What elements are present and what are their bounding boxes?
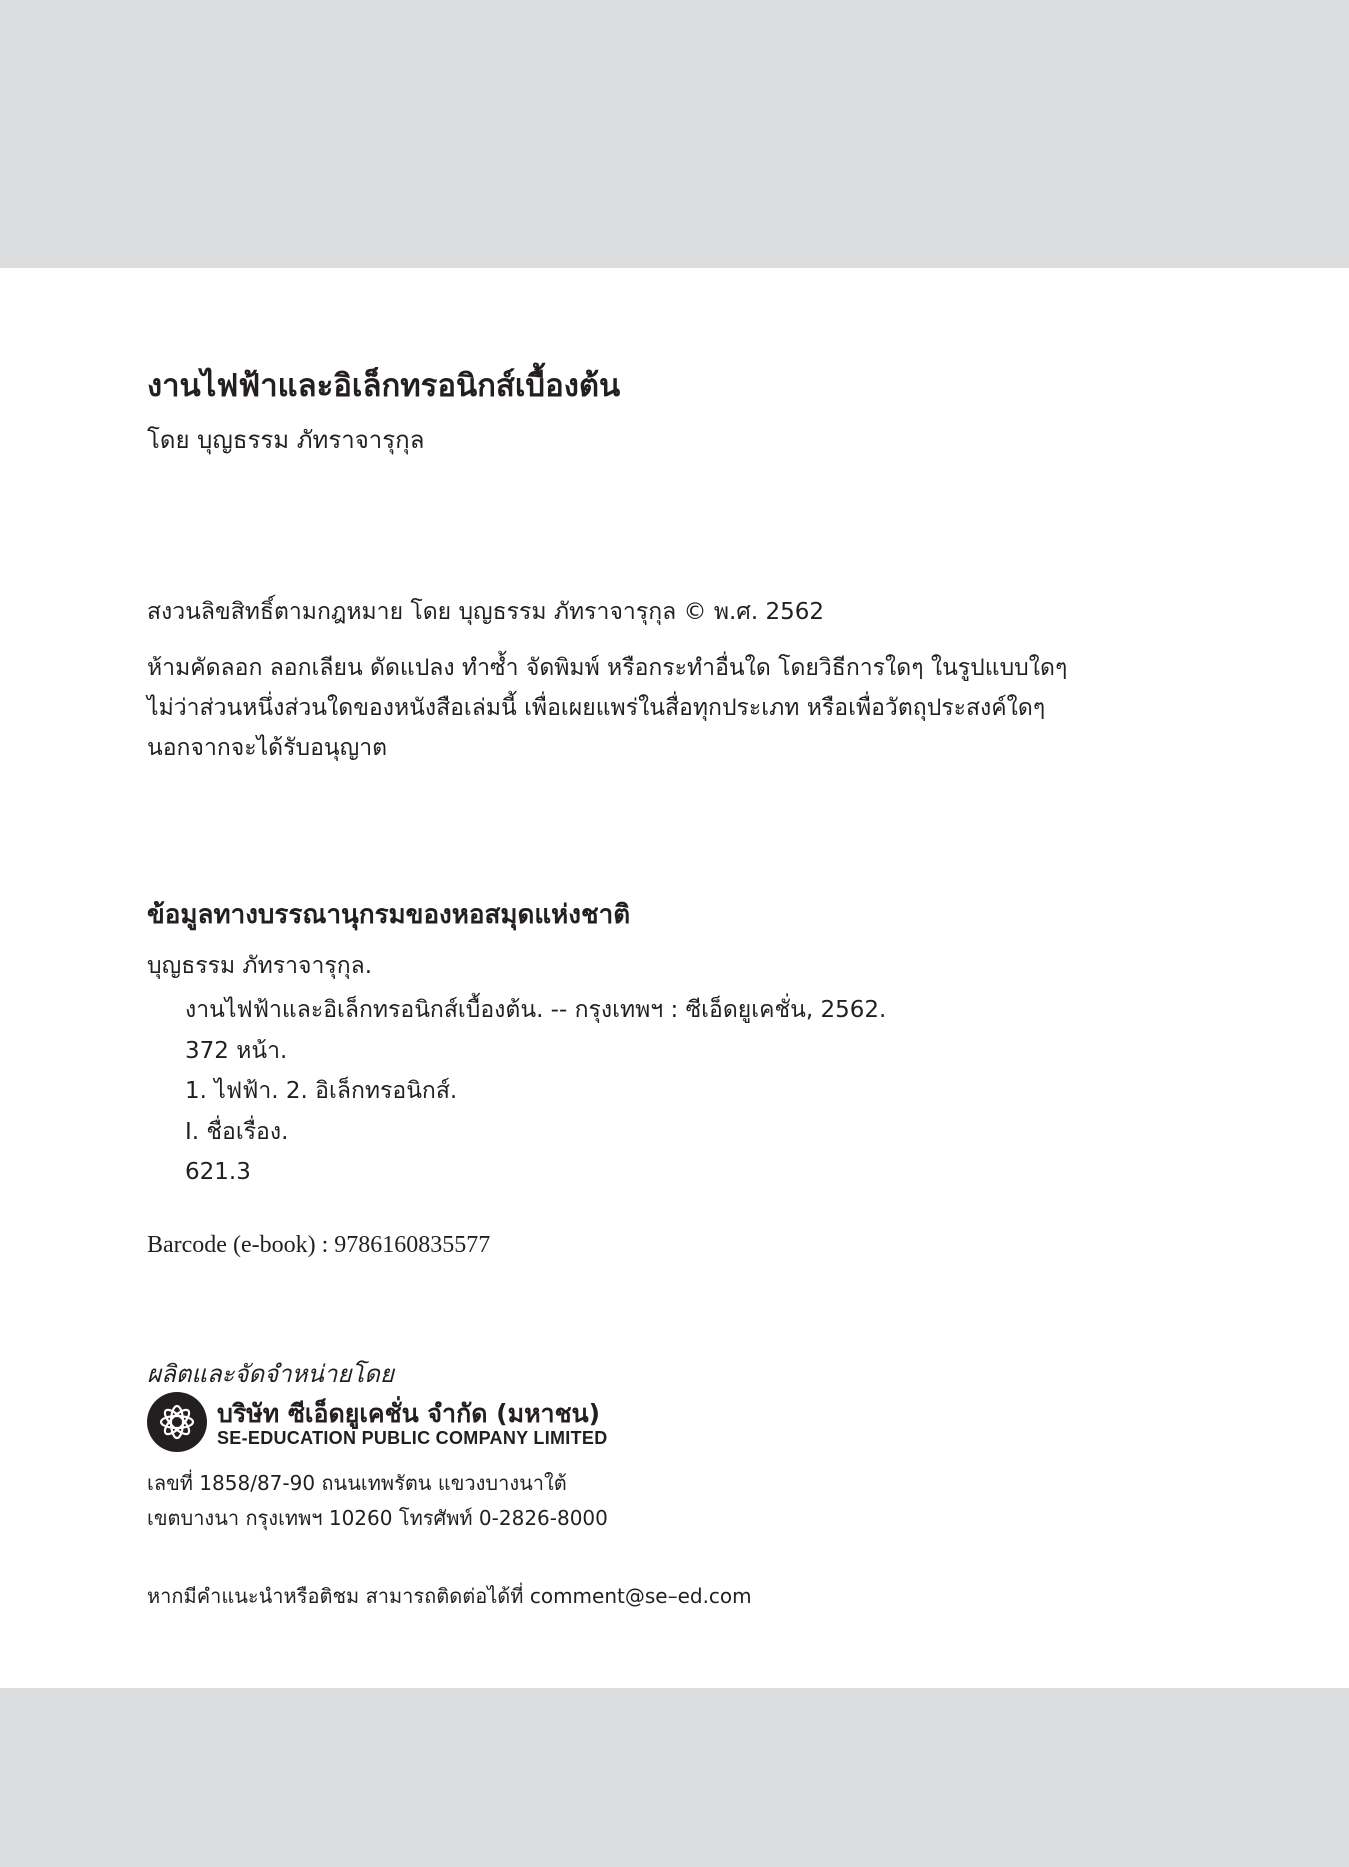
company-name-thai: บริษัท ซีเอ็ดยูเคชั่น จำกัด (มหาชน) <box>217 1399 601 1428</box>
cip-line: 1. ไฟฟ้า. 2. อิเล็กทรอนิกส์. <box>185 1078 458 1104</box>
cip-line: I. ชื่อเรื่อง. <box>185 1118 289 1145</box>
book-title: งานไฟฟ้าและอิเล็กทรอนิกส์เบื้องต้น <box>147 368 621 404</box>
cip-line: งานไฟฟ้าและอิเล็กทรอนิกส์เบื้องต้น. -- กรุงเทพฯ : ซีเอ็ดยูเคชั่น, 2562. <box>185 997 887 1023</box>
address-line: เลขที่ 1858/87-90 ถนนเทพรัตน แขวงบางนาใต้ <box>147 1471 567 1495</box>
rights-line: ไม่ว่าส่วนหนึ่งส่วนใดของหนังสือเล่มนี้ เพื่อเผยแพร่ในสื่อทุกประเภท หรือเพื่อวัตถุประสงค์ใดๆ <box>147 695 1046 721</box>
contact-line: หากมีคำแนะนำหรือติชม สามารถติดต่อได้ที่ comment@se–ed.com <box>147 1584 752 1608</box>
cip-line: 621.3 <box>185 1159 251 1185</box>
cip-entry <box>185 990 886 1193</box>
rights-statement <box>147 648 1187 768</box>
address-line: เขตบางนา กรุงเทพฯ 10260 โทรศัพท์ 0-2826-8000 <box>147 1506 608 1530</box>
publisher-address <box>147 1466 608 1536</box>
copyright-notice: สงวนลิขสิทธิ์ตามกฎหมาย โดย บุญธรรม ภัทราจารุกุล © พ.ศ. 2562 <box>147 599 825 625</box>
barcode: Barcode (e-book) : 9786160835577 <box>147 1232 491 1258</box>
cip-author: บุญธรรม ภัทราจารุกุล. <box>147 953 373 979</box>
cip-line: 372 หน้า. <box>185 1037 288 1064</box>
cip-heading: ข้อมูลทางบรรณานุกรมของหอสมุดแห่งชาติ <box>147 900 631 930</box>
rights-line: ห้ามคัดลอก ลอกเลียน ดัดแปลง ทำซ้ำ จัดพิมพ์ หรือกระทำอื่นใด โดยวิธีการใดๆ ในรูปแบบใดๆ <box>147 655 1068 681</box>
rights-line: นอกจากจะได้รับอนุญาต <box>147 735 388 761</box>
produced-by-label: ผลิตและจัดจำหน่ายโดย <box>147 1360 394 1388</box>
author-line: โดย บุญธรรม ภัทราจารุกุล <box>147 426 425 454</box>
company-name-english: SE-EDUCATION PUBLIC COMPANY LIMITED <box>217 1428 608 1448</box>
se-ed-logo-icon <box>147 1392 207 1452</box>
bottom-gray-band <box>0 1688 1349 1867</box>
top-gray-band <box>0 0 1349 268</box>
